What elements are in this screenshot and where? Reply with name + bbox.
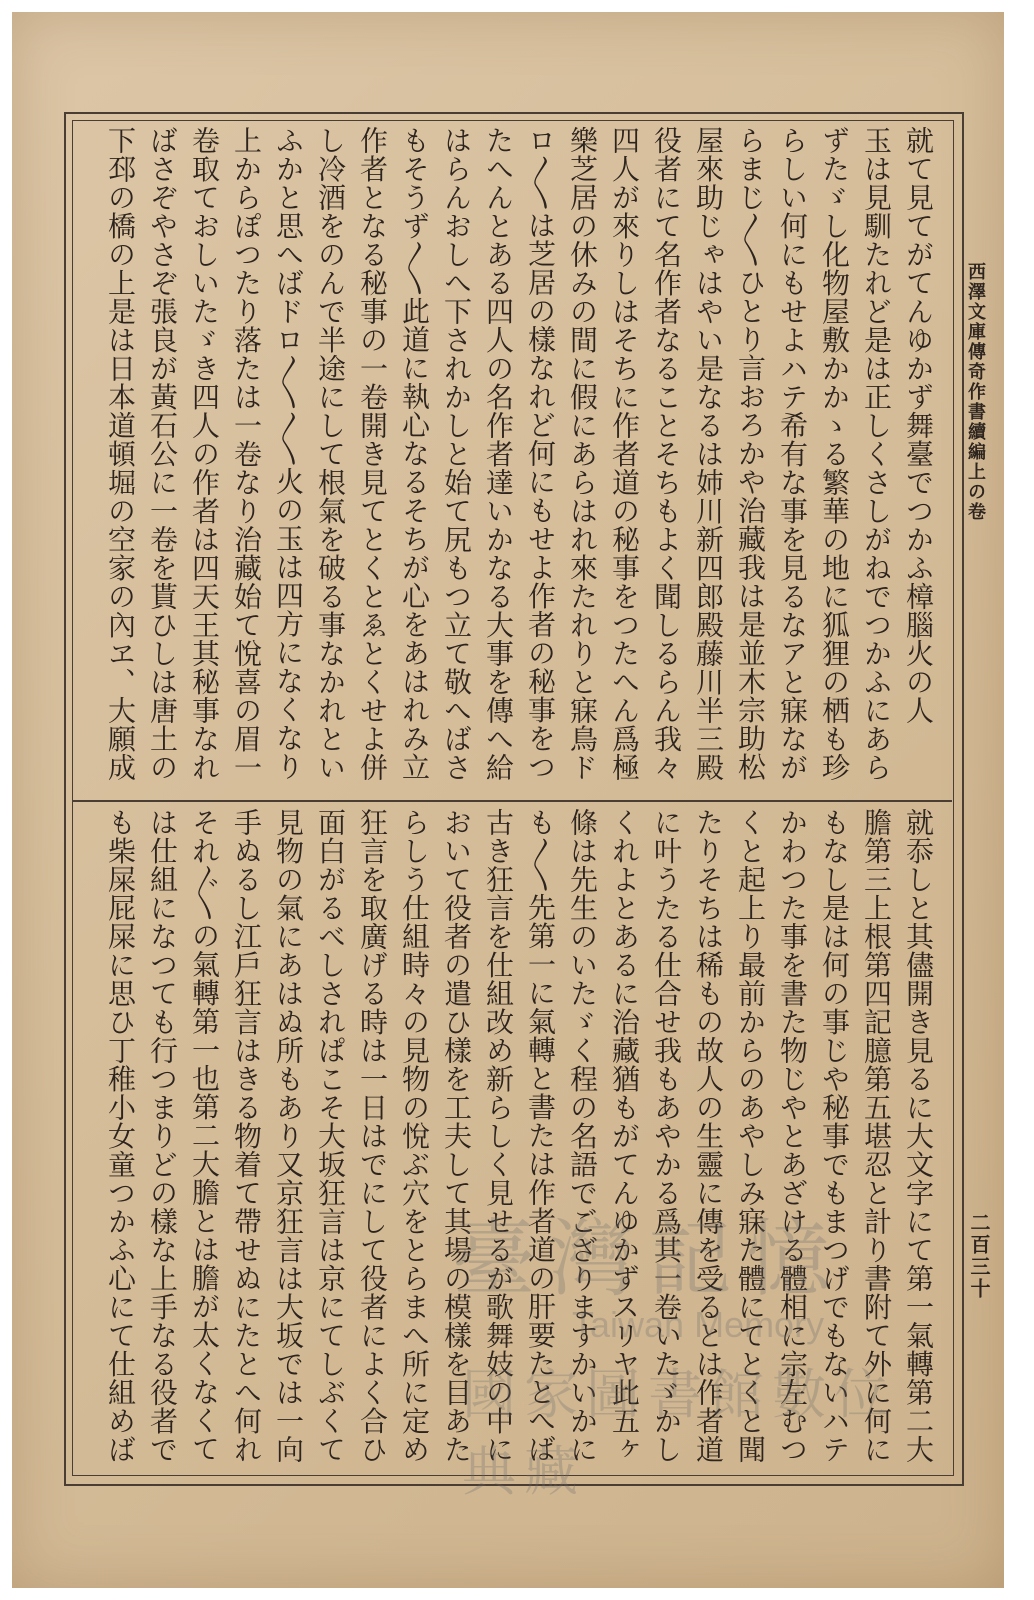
top-column: 役者にて名作者なることそちもよく聞しるらん我々 — [650, 126, 683, 782]
page-number: 二百三十 — [967, 1212, 991, 1300]
top-column: 玉は見馴たれど是は正しくさしがねでつかふにあら — [860, 126, 893, 782]
text-block-divider — [72, 800, 952, 802]
top-column: 作者となる秘事の一卷開き見てとくとゑとくせよ併 — [356, 126, 389, 782]
top-column: し冷酒をのんで半途にして根氣を破る事なかれとい — [314, 126, 347, 782]
bottom-column: 面白がるべしされぱこそ大坂狂言は京にてしぶくて — [314, 808, 347, 1464]
bottom-column: も〳〵先第一に氣轉と書たは作者道の肝要たとへば — [524, 808, 557, 1463]
bottom-column: くと起上り最前からのあやしみ寐た體にてとくと聞 — [734, 808, 767, 1464]
top-column: たへんとある四人の名作者達いかなる大事を傳へ給 — [482, 126, 515, 782]
top-column: 就て見てがてんゆかず舞臺でつかふ樟腦火の人 — [902, 126, 935, 725]
bottom-column: も柴屎屁屎に思ひ丁稚小女童つかふ心にて仕組めば — [104, 808, 137, 1464]
top-column: はらんおしへ下されかしと始て尻もつ立て敬へばさ — [440, 126, 473, 782]
watermark-english: Taiwan Memory — [572, 1304, 825, 1345]
top-column: 上からぽつたり落たは一卷なり治藏始て悅喜の眉一 — [230, 126, 263, 782]
bottom-column: おいて役者の遣ひ樣を工夫して其場の模樣を目あた — [440, 808, 473, 1464]
top-column: ロ〳〵は芝居の樣なれど何にもせよ作者の秘事をつ — [524, 126, 557, 781]
watermark-library-name: 國家圖書館數位典藏 — [462, 1363, 896, 1503]
bottom-column: らしう仕組時々の見物の悅ぶ穴をとらまへ所に定め — [398, 808, 431, 1464]
bottom-column: かわつた事を書た物じやとあざける體相に宗左むつ — [776, 808, 809, 1464]
bottom-column: 古き狂言を仕組改め新らしく見せるが歌舞妓の中に — [482, 808, 515, 1464]
top-column: 下邳の橋の上是は日本道頓堀の空家の內ヱ、大願成 — [104, 126, 137, 782]
top-column: らしい何にもせよハテ希有な事を見るなアと寐なが — [776, 126, 809, 782]
book-page — [12, 12, 1004, 1588]
watermark-logo-text: 臺灣記憶 — [452, 1210, 845, 1308]
bottom-column: 狂言を取廣げる時は一日はでにして役者によく合ひ — [356, 808, 389, 1464]
top-column: 樂芝居の休みの間に假にあらはれ來たれりと寐鳥ド — [566, 126, 599, 782]
running-head: 西澤文庫傳奇作書續編上の卷 — [965, 262, 986, 522]
bottom-column: 見物の氣にあはぬ所もあり又京狂言は大坂では一向 — [272, 808, 305, 1464]
bottom-column: 手ぬるし江戶狂言はきる物着て帶せぬにたとへ何れ — [230, 808, 263, 1464]
top-column: 四人が來りしはそちに作者道の秘事をつたへん爲極 — [608, 126, 641, 782]
bottom-column: に叶うたる仕合せ我もあやかる爲其一卷いたゞかし — [650, 808, 683, 1464]
bottom-column: くれよとあるに治藏猶もがてんゆかずスリヤ此五ヶ — [608, 808, 641, 1464]
top-column: らまじ〳〵ひとり言おろかや治藏我は是並木宗助松 — [734, 126, 767, 781]
top-column: ずたゞし化物屋敷かかゝる繁華の地に狐狸の栖も珍 — [818, 126, 851, 782]
top-column: ばさぞやさぞ張良が黃石公に一卷を貰ひしは唐土の — [146, 126, 179, 782]
top-column: 屋來助じゃはやい是なるは姉川新四郎殿藤川半三殿 — [692, 126, 725, 782]
bottom-column: は仕組になつても行つまりどの樣な上手なる役者で — [146, 808, 179, 1464]
bottom-column: 條は先生のいたゞく程の名語でござりますかいかに — [566, 808, 599, 1464]
bottom-column: たりそちは稀もの故人の生靈に傳を受るとは作者道 — [692, 808, 725, 1464]
bottom-column: もなし是は何の事じや秘事でもまつげでもないハテ — [818, 808, 851, 1464]
top-column: もそうず〳〵此道に執心なるそちが心をあはれみ立 — [398, 126, 431, 781]
top-column: 卷取ておしいたゞき四人の作者は四天王其秘事なれ — [188, 126, 221, 782]
top-column: ふかと思へばドロ〳〵〳〵火の玉は四方になくなり — [272, 126, 305, 781]
bottom-column: 膽第三上根第四記臆第五堪忍と計り書附て外に何に — [860, 808, 893, 1464]
bottom-column: それ〴〵の氣轉第一也第二大膽とは膽が太くなくて — [188, 808, 221, 1463]
bottom-column: 就忝しと其儘開き見るに大文字にて第一氣轉第二大 — [902, 808, 935, 1464]
